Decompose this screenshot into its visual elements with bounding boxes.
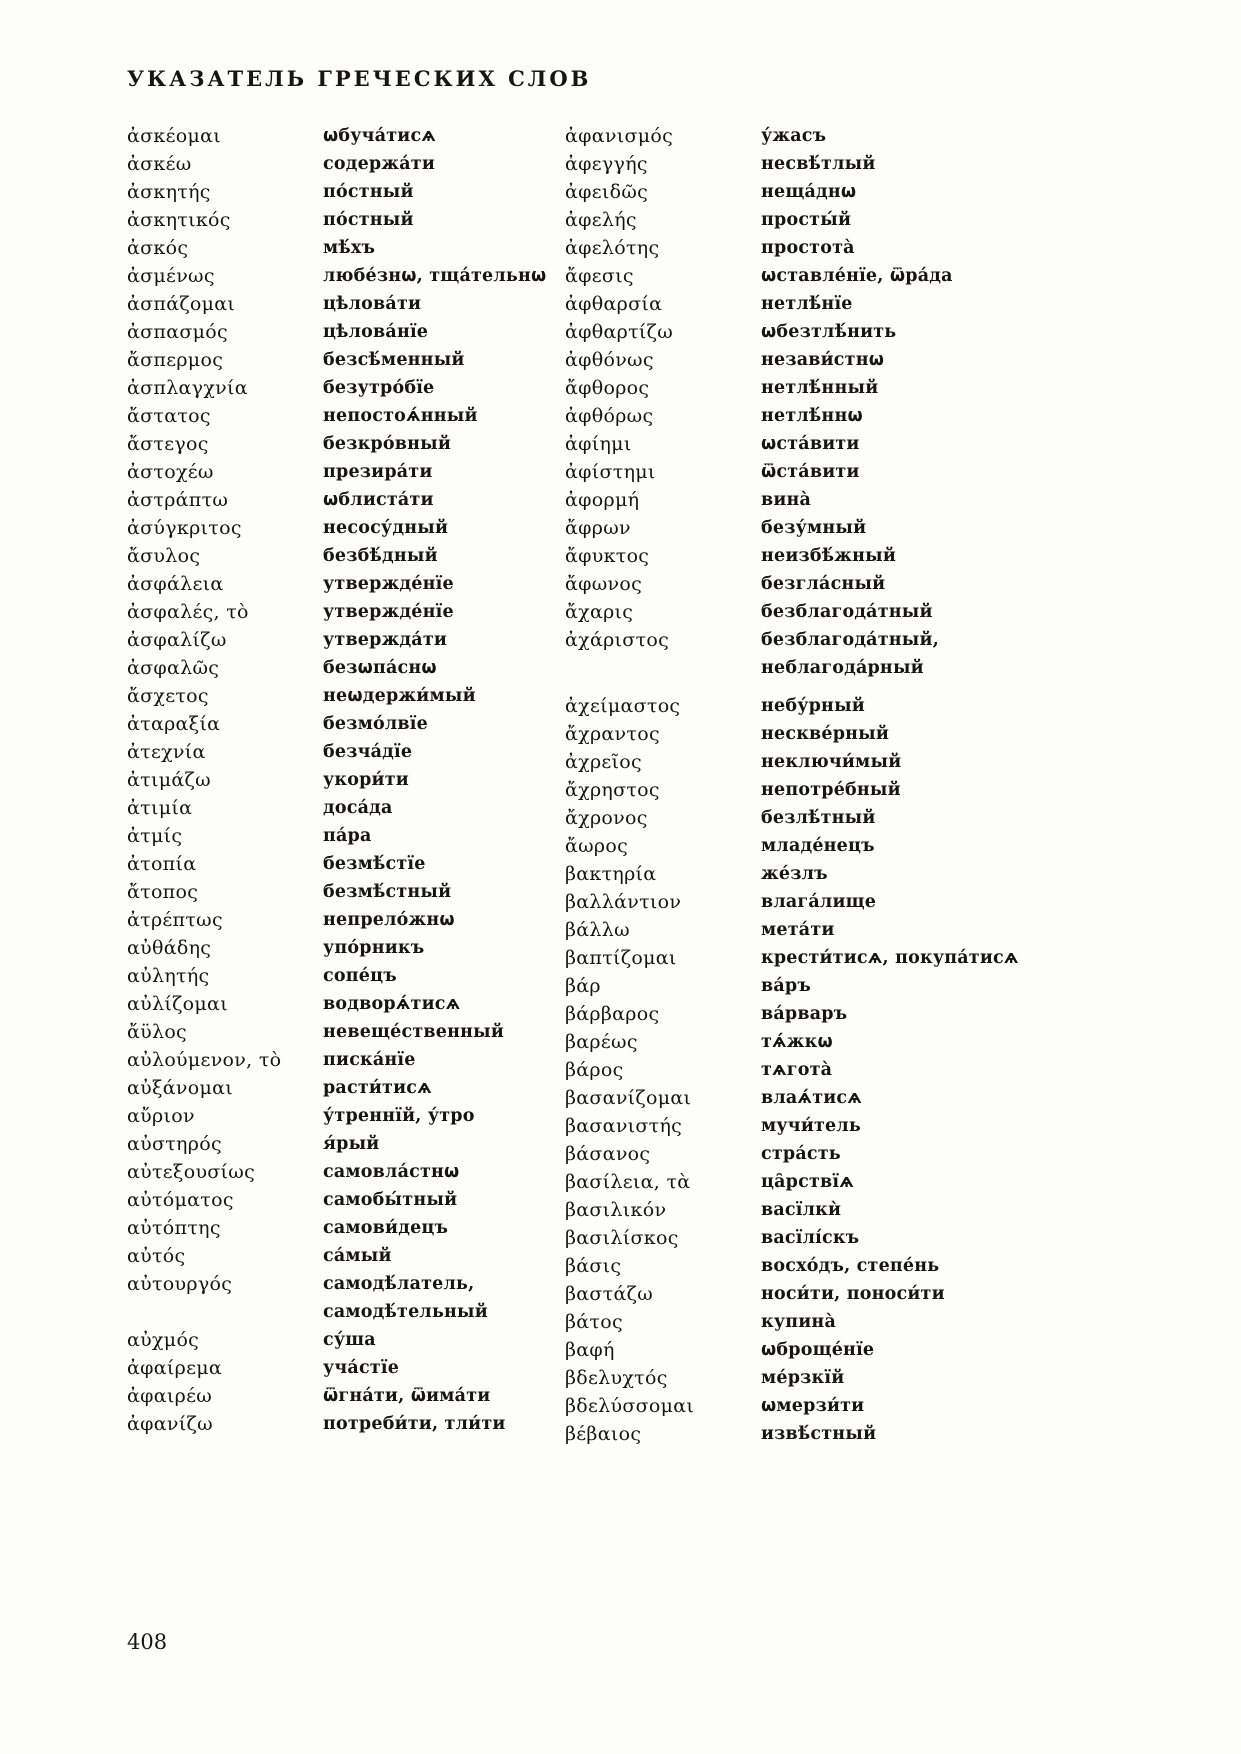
greek-word: ἀσμένως [127, 265, 215, 287]
slavonic-word: купина̀ [761, 1312, 836, 1332]
greek-word: βασιλικόν [565, 1199, 667, 1221]
greek-word: βδελυχτός [565, 1367, 668, 1389]
greek-word: ἄσπερμος [127, 349, 224, 371]
dictionary-entry [127, 1298, 565, 1326]
dictionary-entry [565, 888, 1127, 916]
greek-word: ἄφυκτος [565, 545, 650, 567]
dictionary-entry [127, 962, 565, 990]
dictionary-entry [565, 542, 1127, 570]
slavonic-word: цѣлова́ти [323, 294, 422, 314]
dictionary-entry [127, 1158, 565, 1186]
slavonic-word: влаѧ́тисѧ [761, 1088, 863, 1108]
slavonic-word: я́рый [323, 1134, 380, 1154]
greek-word: ἀσκητικός [127, 209, 231, 231]
greek-word: αὐθάδης [127, 937, 212, 959]
slavonic-word: безсѣ́менный [323, 350, 465, 370]
dictionary-entry [127, 458, 565, 486]
slavonic-word: нескве́рный [761, 724, 890, 744]
greek-word: αὐχμός [127, 1329, 200, 1351]
dictionary-columns [127, 122, 1127, 1448]
dictionary-entry [127, 346, 565, 374]
page-number: 408 [127, 1630, 168, 1654]
dictionary-entry [127, 626, 565, 654]
slavonic-word: простота̀ [761, 238, 855, 258]
greek-word: αὐτουργός [127, 1273, 233, 1295]
greek-word: ἀστράπτω [127, 489, 229, 511]
dictionary-entry [127, 1214, 565, 1242]
greek-word: ἀσκός [127, 237, 189, 259]
greek-word: βαπτίζομαι [565, 947, 677, 969]
dictionary-entry [127, 150, 565, 178]
greek-word: ἀσπάζομαι [127, 293, 236, 315]
slavonic-word: писка́нїе [323, 1050, 416, 1070]
slavonic-word: уча́стїе [323, 1358, 400, 1378]
greek-word: βάρος [565, 1059, 624, 1081]
dictionary-entry [127, 794, 565, 822]
slavonic-word: безутро́бїе [323, 378, 435, 398]
slavonic-word: па́ра [323, 826, 372, 846]
slavonic-word: носи́ти, поноси́ти [761, 1284, 945, 1304]
dictionary-entry [127, 822, 565, 850]
greek-word: ἄχρονος [565, 807, 648, 829]
slavonic-word: ѡблиста́ти [323, 490, 434, 510]
greek-word: ἀσφάλεια [127, 573, 224, 595]
dictionary-entry [565, 402, 1127, 430]
slavonic-word: су́ша [323, 1330, 376, 1350]
slavonic-word: безгла́сный [761, 574, 886, 594]
greek-word: αὐτός [127, 1245, 186, 1267]
greek-word: βάρβαρος [565, 1003, 660, 1025]
dictionary-entry [127, 1242, 565, 1270]
slavonic-word: ѿста́вити [761, 462, 860, 482]
dictionary-entry [565, 626, 1127, 654]
greek-word: ἄχρηστος [565, 779, 660, 801]
slavonic-word: ѡбезтлѣ́нить [761, 322, 897, 342]
dictionary-entry [565, 178, 1127, 206]
dictionary-entry [565, 290, 1127, 318]
slavonic-word: тѧгота̀ [761, 1060, 833, 1080]
dictionary-entry [565, 1112, 1127, 1140]
dictionary-entry [565, 1252, 1127, 1280]
slavonic-word: мѣ́хъ [323, 238, 376, 258]
dictionary-entry [565, 804, 1127, 832]
dictionary-entry [565, 262, 1127, 290]
dictionary-entry [565, 972, 1127, 1000]
slavonic-word: незави́стнѡ [761, 350, 885, 370]
greek-word: αὐλητής [127, 965, 210, 987]
slavonic-word: мучи́тель [761, 1116, 861, 1136]
greek-word: βάσανος [565, 1143, 651, 1165]
greek-word: ἀτιμάζω [127, 769, 211, 791]
greek-word: ἀχάριστος [565, 629, 670, 651]
greek-word: αὐλούμενον, τὸ [127, 1049, 282, 1071]
greek-word: ἀσπλαγχνία [127, 377, 248, 399]
dictionary-entry [565, 206, 1127, 234]
slavonic-word: безмѣ́стїе [323, 854, 426, 874]
dictionary-entry [565, 1336, 1127, 1364]
greek-word: αὐξάνομαι [127, 1077, 233, 1099]
greek-word: ἄφωνος [565, 573, 643, 595]
greek-word: αὐστηρός [127, 1133, 222, 1155]
slavonic-word: укори́ти [323, 770, 409, 790]
dictionary-entry [565, 374, 1127, 402]
slavonic-word: безлѣ́тный [761, 808, 876, 828]
dictionary-entry [127, 178, 565, 206]
slavonic-word: восхо́дъ, степе́нь [761, 1256, 940, 1276]
dictionary-entry [127, 766, 565, 794]
greek-word: ἀχρεῖος [565, 751, 642, 773]
dictionary-entry [565, 1084, 1127, 1112]
slavonic-word: безблагода́тный [761, 602, 933, 622]
dictionary-entry [127, 402, 565, 430]
slavonic-word: по́стный [323, 182, 414, 202]
slavonic-word: ѡбуча́тисѧ [323, 126, 437, 146]
dictionary-entry [565, 1224, 1127, 1252]
greek-word: βακτηρία [565, 863, 657, 885]
greek-word: ἄωρος [565, 835, 629, 857]
greek-word: βαστάζω [565, 1283, 654, 1305]
dictionary-entry [565, 720, 1127, 748]
greek-word: ἀσφαλῶς [127, 657, 220, 679]
slavonic-word: васїлкѝ [761, 1200, 842, 1220]
slavonic-word: извѣ́стный [761, 1424, 877, 1444]
slavonic-word: ме́рзкїй [761, 1368, 845, 1388]
dictionary-entry [127, 570, 565, 598]
slavonic-word: неблагода́рный [761, 658, 924, 678]
slavonic-word: небу́рный [761, 696, 865, 716]
slavonic-word: тѧ́жкѡ [761, 1032, 833, 1052]
slavonic-word: мета́ти [761, 920, 835, 940]
greek-word: ἀσκέομαι [127, 125, 221, 147]
greek-word: ἀσπασμός [127, 321, 228, 343]
dictionary-entry [127, 234, 565, 262]
dictionary-entry [565, 486, 1127, 514]
greek-word: αὐλίζομαι [127, 993, 228, 1015]
dictionary-entry [565, 150, 1127, 178]
dictionary-entry [127, 682, 565, 710]
dictionary-entry [565, 346, 1127, 374]
dictionary-entry [565, 1364, 1127, 1392]
dictionary-entry [565, 1308, 1127, 1336]
dictionary-entry [565, 1420, 1127, 1448]
dictionary-entry [565, 654, 1127, 682]
dictionary-entry [127, 1354, 565, 1382]
greek-word: ἀφεγγής [565, 153, 648, 175]
dictionary-entry [127, 514, 565, 542]
slavonic-word: утвержде́нїе [323, 602, 454, 622]
slavonic-word: самодѣ́тельный [323, 1302, 488, 1322]
slavonic-word: непостоѧ́нный [323, 406, 478, 426]
dictionary-entry [127, 1410, 565, 1438]
dictionary-entry [565, 1392, 1127, 1420]
slavonic-word: безбѣ́дный [323, 546, 438, 566]
slavonic-word: ѡставле́нїе, ѿра́да [761, 266, 953, 286]
greek-word: βασιλίσκος [565, 1227, 679, 1249]
greek-word: ἀστοχέω [127, 461, 214, 483]
greek-word: ἀχείμαστος [565, 695, 681, 717]
slavonic-word: сопе́цъ [323, 966, 397, 986]
dictionary-entry [565, 430, 1127, 458]
dictionary-entry [127, 486, 565, 514]
greek-word: ἀφθαρσία [565, 293, 663, 315]
greek-word: ἀσκητής [127, 181, 211, 203]
greek-word: αὐτεξουσίως [127, 1161, 256, 1183]
greek-word: ἀσφαλίζω [127, 629, 227, 651]
dictionary-entry [565, 944, 1127, 972]
greek-word: αὔριον [127, 1105, 195, 1127]
slavonic-word: у́треннїй, у́тро [323, 1106, 475, 1126]
slavonic-word: утвержде́нїе [323, 574, 454, 594]
dictionary-entry [127, 1270, 565, 1298]
page-title: УКАЗАТЕЛЬ ГРЕЧЕСКИХ СЛОВ [127, 66, 592, 91]
dictionary-entry [127, 1102, 565, 1130]
greek-word: βάρ [565, 975, 601, 997]
dictionary-entry [565, 1280, 1127, 1308]
dictionary-entry [565, 748, 1127, 776]
greek-word: ἄφθορος [565, 377, 650, 399]
slavonic-word: содержа́ти [323, 154, 435, 174]
greek-word: βαφή [565, 1339, 615, 1361]
dictionary-entry [565, 1196, 1127, 1224]
slavonic-word: безча́дїе [323, 742, 413, 762]
slavonic-word: упо́рникъ [323, 938, 425, 958]
dictionary-entry [565, 318, 1127, 346]
greek-word: ἀφίημι [565, 433, 632, 455]
slavonic-word: неща́днѡ [761, 182, 857, 202]
slavonic-word: крести́тисѧ, покупа́тисѧ [761, 948, 1019, 968]
slavonic-word: ѿгна́ти, ѿима́ти [323, 1386, 491, 1406]
greek-word: ἀφθόρως [565, 405, 654, 427]
dictionary-entry [127, 318, 565, 346]
dictionary-entry [565, 514, 1127, 542]
slavonic-word: непрело́жнѡ [323, 910, 455, 930]
greek-word: ἀτιμία [127, 797, 193, 819]
greek-word: ἄστατος [127, 405, 211, 427]
dictionary-entry [127, 1382, 565, 1410]
slavonic-word: презира́ти [323, 462, 433, 482]
greek-word: ἀφανισμός [565, 125, 674, 147]
dictionary-entry [565, 1000, 1127, 1028]
greek-word: ἄφεσις [565, 265, 634, 287]
dictionary-entry [127, 1186, 565, 1214]
slavonic-word: безу́мный [761, 518, 867, 538]
dictionary-entry [127, 430, 565, 458]
slavonic-word: несосу́дный [323, 518, 449, 538]
greek-word: ἀταραξία [127, 713, 221, 735]
dictionary-entry [565, 916, 1127, 944]
slavonic-word: потреби́ти, тли́ти [323, 1414, 506, 1434]
dictionary-entry [127, 906, 565, 934]
slavonic-word: неѡдержи́мый [323, 686, 476, 706]
slavonic-word: вина̀ [761, 490, 812, 510]
dictionary-entry [127, 1074, 565, 1102]
greek-word: βαρέως [565, 1031, 638, 1053]
dictionary-entry [127, 290, 565, 318]
greek-word: ἀσφαλές, τὸ [127, 601, 249, 623]
dictionary-entry [565, 1056, 1127, 1084]
slavonic-word: безкро́вный [323, 434, 452, 454]
dictionary-entry [565, 1168, 1127, 1196]
slavonic-word: нетлѣ́ннѡ [761, 406, 863, 426]
greek-word: ἀφειδῶς [565, 181, 649, 203]
greek-word: ἀφθόνως [565, 349, 654, 371]
greek-word: ἄϋλος [127, 1021, 188, 1043]
greek-word: ἀφανίζω [127, 1413, 213, 1435]
slavonic-word: самодѣ́латель, [323, 1274, 475, 1294]
slavonic-word: доса́да [323, 798, 393, 818]
greek-word: ἀτμίς [127, 825, 183, 847]
greek-word: βάλλω [565, 919, 630, 941]
greek-word: ἀφαιρέω [127, 1385, 213, 1407]
dictionary-entry [127, 374, 565, 402]
slavonic-word: невеще́ственный [323, 1022, 505, 1042]
greek-word: ἄφρων [565, 517, 631, 539]
slavonic-word: у́жасъ [761, 126, 827, 146]
greek-word: ἄχαρις [565, 601, 634, 623]
greek-word: ἄστεγος [127, 433, 209, 455]
greek-word [565, 654, 761, 682]
greek-word: ἀσύγκριτος [127, 517, 242, 539]
slavonic-word: самовла́стнѡ [323, 1162, 460, 1182]
slavonic-word: просты́й [761, 210, 852, 230]
greek-word: βασανιστής [565, 1115, 683, 1137]
greek-word: ἀφορμή [565, 489, 640, 511]
dictionary-entry [127, 262, 565, 290]
greek-word: ἀτοπία [127, 853, 197, 875]
slavonic-word: неключи́мый [761, 752, 902, 772]
greek-word [127, 1298, 323, 1326]
slavonic-word: ѡмерзи́ти [761, 1396, 865, 1416]
slavonic-word: младе́нецъ [761, 836, 875, 856]
slavonic-word: неизбѣ́жный [761, 546, 897, 566]
slavonic-word: нетлѣ́нный [761, 378, 879, 398]
greek-word: αὐτόπτης [127, 1217, 221, 1239]
greek-word: ἄτοπος [127, 881, 199, 903]
greek-word: βάτος [565, 1311, 623, 1333]
slavonic-word: самови́децъ [323, 1218, 449, 1238]
dictionary-entry [127, 1130, 565, 1158]
dictionary-entry [565, 234, 1127, 262]
dictionary-entry [565, 776, 1127, 804]
dictionary-entry [127, 654, 565, 682]
slavonic-word: стра́сть [761, 1144, 841, 1164]
slavonic-word: ва́ръ [761, 976, 811, 996]
slavonic-word: безмѣ́стный [323, 882, 452, 902]
slavonic-word: безблагода́тный, [761, 630, 939, 650]
dictionary-entry [127, 1046, 565, 1074]
greek-word: ἀτεχνία [127, 741, 206, 763]
dictionary-entry [127, 710, 565, 738]
greek-word: βέβαιος [565, 1423, 642, 1445]
slavonic-word: расти́тисѧ [323, 1078, 432, 1098]
dictionary-entry [565, 122, 1127, 150]
slavonic-word: безмо́лвїе [323, 714, 428, 734]
greek-word: ἄσχετος [127, 685, 209, 707]
greek-word: βασανίζομαι [565, 1087, 692, 1109]
greek-word: ἀφθαρτίζω [565, 321, 674, 343]
dictionary-entry [127, 542, 565, 570]
slavonic-word: утвержда́ти [323, 630, 448, 650]
slavonic-word: ѡста́вити [761, 434, 860, 454]
dictionary-entry [127, 738, 565, 766]
dictionary-entry [565, 692, 1127, 720]
dictionary-entry [565, 832, 1127, 860]
slavonic-word: безѡпа́снѡ [323, 658, 437, 678]
greek-word: βασίλεια, τὰ [565, 1171, 691, 1193]
greek-word: ἀσκέω [127, 153, 192, 175]
greek-word: ἄχραντος [565, 723, 660, 745]
dictionary-entry [127, 122, 565, 150]
slavonic-word: ца̑рствїѧ [761, 1172, 854, 1192]
slavonic-word: водворѧ́тисѧ [323, 994, 461, 1014]
dictionary-entry [127, 598, 565, 626]
slavonic-word: несвѣ́тлый [761, 154, 876, 174]
dictionary-entry [565, 1028, 1127, 1056]
greek-word: ἀφίστημι [565, 461, 656, 483]
greek-word: ἀφελότης [565, 237, 660, 259]
dictionary-column-left [127, 122, 565, 1438]
slavonic-word: любе́знѡ, тща́тельнѡ [323, 266, 547, 286]
greek-word: ἀτρέπτως [127, 909, 223, 931]
slavonic-word: са́мый [323, 1246, 392, 1266]
greek-word: αὐτόματος [127, 1189, 234, 1211]
greek-word: ἀφελής [565, 209, 637, 231]
slavonic-word: же́злъ [761, 864, 828, 884]
dictionary-entry [565, 860, 1127, 888]
slavonic-word: непотре́бный [761, 780, 901, 800]
slavonic-word: влага́лище [761, 892, 877, 912]
slavonic-word: ѡброще́нїе [761, 1340, 875, 1360]
dictionary-entry [127, 850, 565, 878]
dictionary-entry [127, 206, 565, 234]
greek-word: βάσις [565, 1255, 622, 1277]
dictionary-entry [127, 878, 565, 906]
slavonic-word: по́стный [323, 210, 414, 230]
slavonic-word: нетлѣ́нїе [761, 294, 853, 314]
dictionary-entry [127, 934, 565, 962]
dictionary-entry [127, 990, 565, 1018]
dictionary-entry [565, 598, 1127, 626]
dictionary-entry [565, 458, 1127, 486]
slavonic-word: самобы́тный [323, 1190, 458, 1210]
dictionary-entry [127, 1018, 565, 1046]
dictionary-entry [565, 570, 1127, 598]
dictionary-entry [127, 1326, 565, 1354]
greek-word: ἀφαίρεμα [127, 1357, 223, 1379]
greek-word: ἄσυλος [127, 545, 201, 567]
greek-word: βαλλάντιον [565, 891, 682, 913]
slavonic-word: цѣлова́нїе [323, 322, 429, 342]
greek-word: βδελύσσομαι [565, 1395, 695, 1417]
slavonic-word: ва́рваръ [761, 1004, 848, 1024]
slavonic-word: васїлі́скъ [761, 1228, 860, 1248]
dictionary-column-right [565, 122, 1127, 1448]
dictionary-entry [565, 1140, 1127, 1168]
